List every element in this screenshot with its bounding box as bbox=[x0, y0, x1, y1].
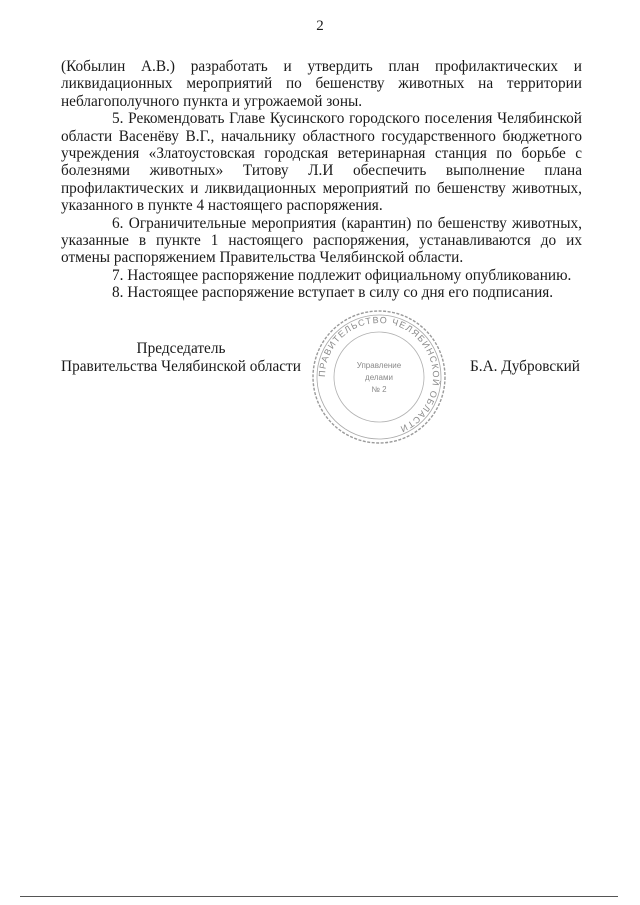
signatory-title-line1: Председатель bbox=[136, 340, 226, 357]
signatory-name: Б.А. Дубровский bbox=[470, 358, 580, 375]
paragraph-item-7: 7. Настоящее распоряжение подлежит официальному опубликованию. bbox=[112, 266, 572, 284]
paragraph-item-5: 5. Рекомендовать Главе Кусинского городского поселения Челябинской области Васенёву В.Г., начальнику областного государственного бюджетного учреждения «Златоустовская городская ветеринарная станция по борьбе с болезнями животных» Титову Л.И обеспечить выполнение плана профилактических и ликвидационных мероприятий по бешенству животных, указанного в пункте 4 настоящего распоряжения. bbox=[61, 110, 582, 215]
seal-inner-line2: делами bbox=[365, 373, 393, 382]
paragraph-item-8: 8. Настоящее распоряжение вступает в силу со дня его подписания. bbox=[112, 284, 554, 302]
official-seal bbox=[310, 308, 448, 446]
signatory-title-line2: Правительства Челябинской области bbox=[61, 358, 301, 375]
seal-inner-line3: № 2 bbox=[371, 385, 387, 394]
footer-divider bbox=[20, 896, 618, 897]
paragraph-item-6: 6. Ограничительные мероприятия (карантин) по бешенству животных, указанные в пункте 1 настоящего распоряжения, устанавливаются до их отмены распоряжением Правительства Челябинской области. bbox=[61, 214, 582, 267]
seal-inner-line1: Управление bbox=[356, 361, 402, 370]
seal-stamp-graphic bbox=[310, 308, 448, 446]
page-number: 2 bbox=[316, 18, 324, 34]
paragraph-continuation: (Кобылин А.В.) разработать и утвердить план профилактических и ликвидационных мероприятий по бешенству животных на территории неблагополучного пункта и угрожаемой зоны. bbox=[61, 58, 582, 110]
seal-outer-text: ПРАВИТЕЛЬСТВО ЧЕЛЯБИНСКОЙ ОБЛАСТИ bbox=[316, 314, 442, 435]
signatory-title bbox=[61, 340, 301, 376]
document-body bbox=[61, 58, 582, 302]
